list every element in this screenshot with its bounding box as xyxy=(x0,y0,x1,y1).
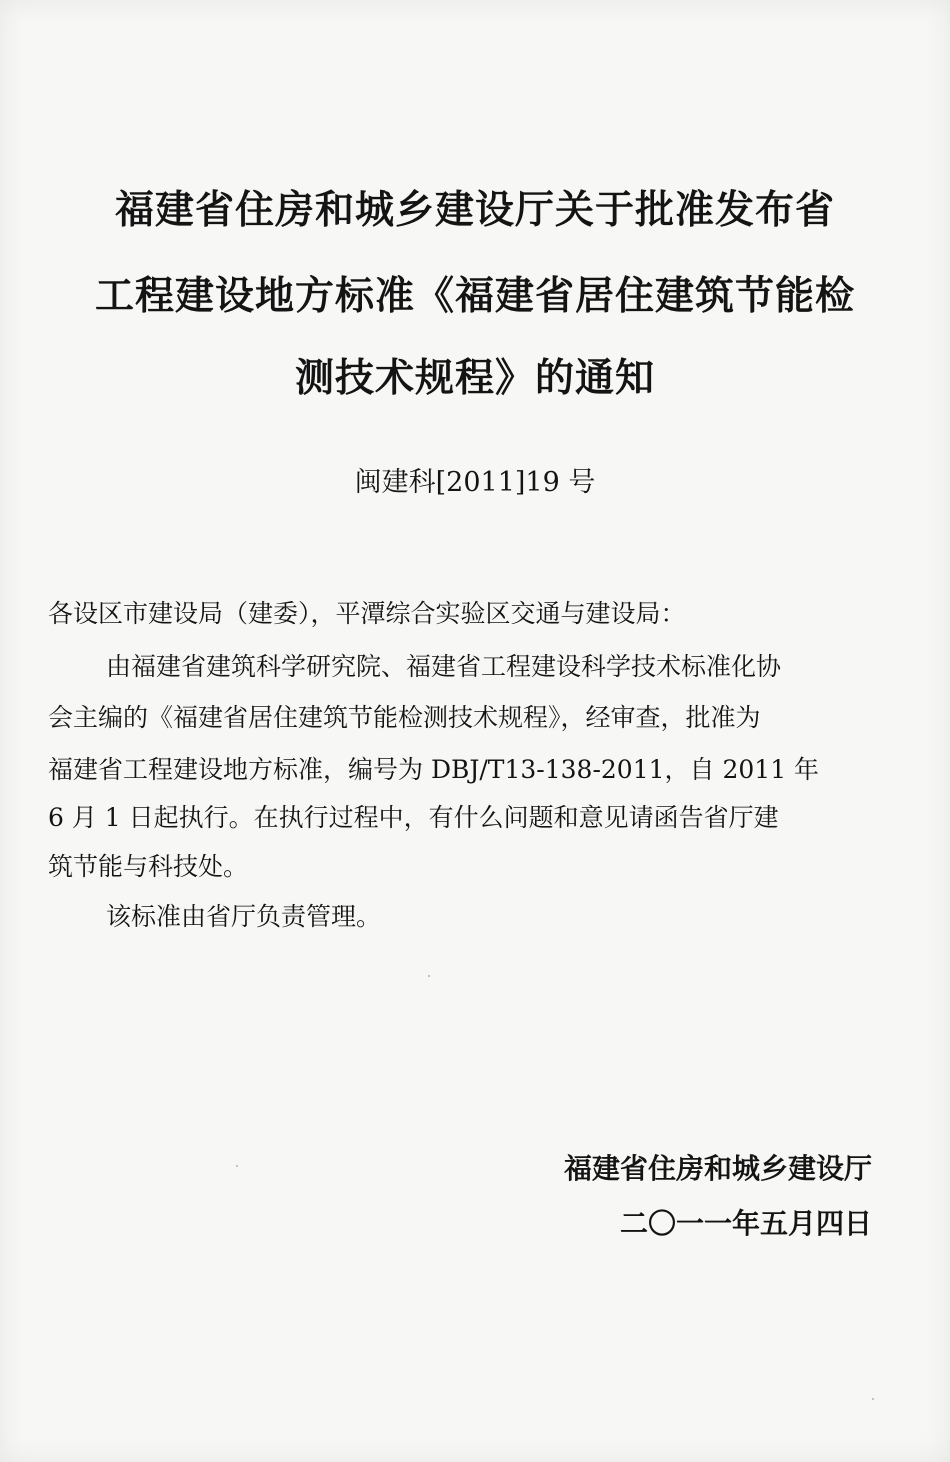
scan-speck xyxy=(872,1398,874,1400)
signature-organization: 福建省住房和城乡建设厅 xyxy=(563,1152,872,1185)
scan-speck xyxy=(428,975,430,977)
document-title-line-3: 测技术规程》的通知 xyxy=(294,356,655,401)
document-title-line-1: 福建省住房和城乡建设厅关于批准发布省 xyxy=(114,188,835,233)
paragraph-1-line-2: 会主编的《福建省居住建筑节能检测技术规程》，经审查，批准为 xyxy=(48,703,761,732)
paragraph-2: 该标准由省厅负责管理。 xyxy=(106,902,382,931)
signature-date: 二〇一一年五月四日 xyxy=(619,1207,872,1240)
paragraph-1-line-1: 由福建省建筑科学研究院、福建省工程建设科学技术标准化协 xyxy=(106,652,782,681)
document-number: 闽建科[2011]19 号 xyxy=(354,467,596,498)
salutation: 各设区市建设局（建委），平潭综合实验区交通与建设局： xyxy=(48,599,686,628)
paragraph-1-line-4: 6 月 1 日起执行。在执行过程中，有什么问题和意见请函告省厅建 xyxy=(48,803,779,832)
scan-speck xyxy=(236,1165,238,1167)
paragraph-1-line-5: 筑节能与科技处。 xyxy=(48,852,249,881)
paragraph-1-line-3: 福建省工程建设地方标准，编号为 DBJ/T13-138-2011，自 2011 年 xyxy=(48,755,820,784)
document-title-line-2: 工程建设地方标准《福建省居住建筑节能检 xyxy=(94,274,855,319)
